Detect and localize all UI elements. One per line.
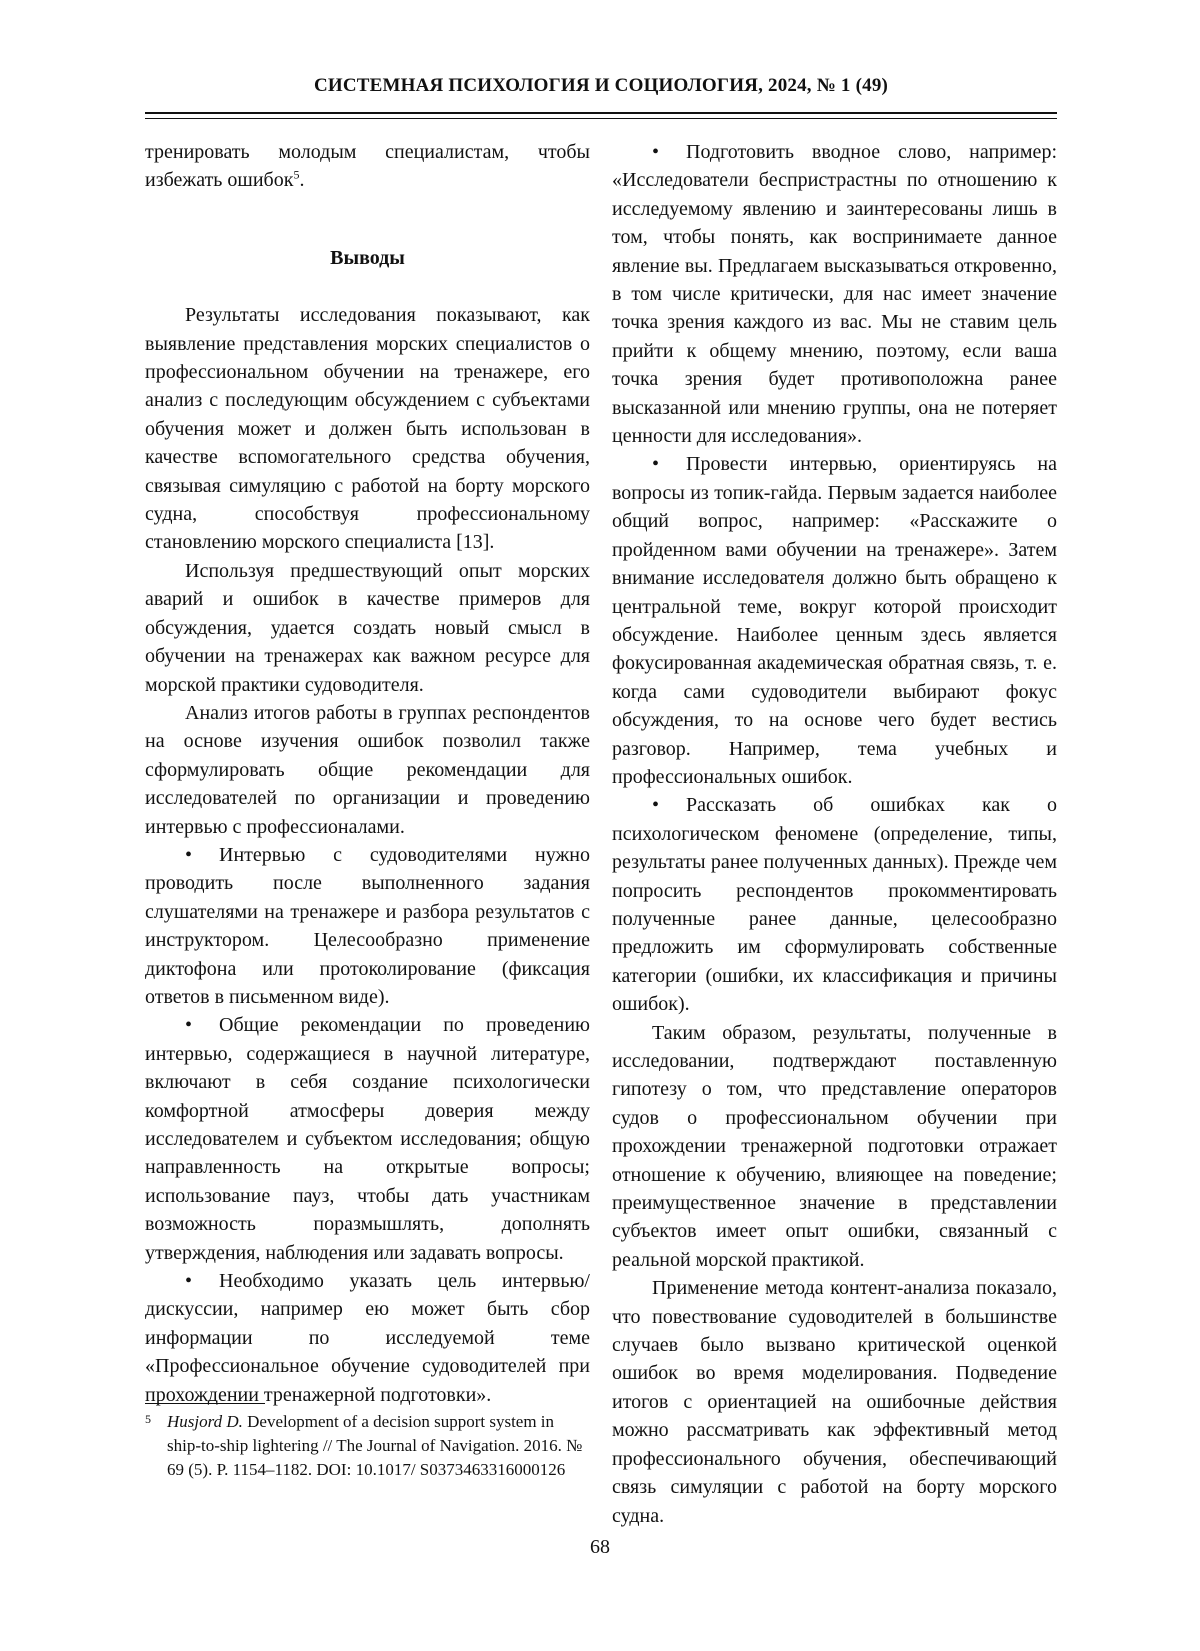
conclusion-paragraph: Результаты исследования показывают, как выявление представления морских специалистов о профессиональном обучении на тренажере, его анализ с последующим обсуждением с субъектами обучения может и должен быть использован в качестве вспомогательного средства обучения, связывая симуляцию с работой на борту морского судна, способствуя профессиональному становлению морского специалиста [13].: [145, 304, 590, 554]
conclusion-paragraph: Используя предшествующий опыт морских аварий и ошибок в качестве примеров для обсуждения, удается создать новый смысл в обучении на тренажерах как важном ресурсе для морской практики судоводителя.: [145, 559, 590, 696]
right-column: [612, 138, 1057, 1530]
recommendation-bullet: • Подготовить вводное слово, например: «Исследователи беспристрастны по отношению к исследуемому явлению и заинтересованы лишь в том, чтобы понять, как воспринимаете данное явление вы. Предлагаем высказываться откровенно, в том числе критически, для нас имеет значение точка зрения каждого из вас. Мы не ставим цель прийти к общему мнению, поэтому, если ваша точка зрения будет противоположна ранее высказанной или мнению группы, она не потеряет ценности для исследования».: [612, 138, 1057, 450]
bullet-mark: •: [185, 843, 193, 866]
continuation-paragraph: тренировать молодым специалистам, чтобы избежать ошибок$^5$.: [145, 141, 590, 192]
recommendation-bullet: • Интервью с судоводителями нужно проводить после выполненного задания слушателями на тренажере и разбора результатов с инструктором. Целесообразно применение диктофона или протоколирование (фиксация ответов в письменном виде).: [145, 841, 590, 1011]
running-header: СИСТЕМНАЯ ПСИХОЛОГИЯ И СОЦИОЛОГИЯ, 2024, № 1 (49): [313, 75, 889, 96]
page-number: 68: [590, 1536, 610, 1558]
bullet-mark: •: [652, 453, 660, 476]
footnote-text: Husjord D. Development of a decision support system in ship-to-ship lightering // The Journal of Navigation. 2016. № 69 (5). P. 1154–1182. DOI: 10.1017/ S0373463316000126: [167, 1412, 583, 1479]
conclusion-paragraph: Применение метода контент-анализа показало, что повествование судоводителей в большинстве случаев было вызвано критической оценкой ошибок во время моделирования. Подведение итогов с ориентацией на ошибочные действия можно рассматривать как эффективный метод профессионального обучения, обеспечивающий связь симуляции с работой на борту морского судна.: [612, 1277, 1057, 1527]
bullet-mark: •: [652, 141, 660, 163]
footnote-ref[interactable]: 5: [293, 167, 300, 182]
recommendation-bullet: • Рассказать об ошибках как о психологическом феномене (определение, типы, результаты ранее полученных данных). Прежде чем попросить респондентов прокомментировать полученные ранее данные, целесообразно предложить им сформулировать собственные категории (ошибки, их классификация и причины ошибок).: [612, 791, 1057, 1018]
footnote: [145, 1410, 590, 1482]
bullet-mark: •: [185, 1014, 193, 1037]
conclusion-paragraph: Таким образом, результаты, полученные в исследовании, подтверждают поставленную гипотезу о том, что представление операторов судов о профессиональном обучении при прохождении тренажерной подготовки отражает отношение к обучению, влияющее на поведение; преимущественное значение в представлении субъектов имеет опыт ошибки, связанный с реальной морской практикой.: [612, 1021, 1057, 1271]
recommendation-bullet: • Провести интервью, ориентируясь на вопросы из топик-гайда. Первым задается наиболее общий вопрос, например: «Расскажите о пройденном вами обучении на тренажере». Затем внимание исследователя должно быть обращено к центральной теме, вокруг которой происходит обсуждение. Наиболее ценным здесь является фокусированная академическая обратная связь, т. е. когда сами судоводители выбирают фокус обсуждения, то на основе чего будет вестись разговор. Например, тема учебных и профессиональных ошибок.: [612, 450, 1057, 791]
recommendation-bullet: • Общие рекомендации по проведению интервью, содержащиеся в научной литературе, включают в себя создание психологически комфортной атмосферы доверия между исследователем и субъектом исследования; общую направленность на открытые вопросы; использование пауз, чтобы дать участникам возможность поразмышлять, дополнять утверждения, наблюдения или задавать вопросы.: [145, 1011, 590, 1267]
recommendation-bullet: • Необходимо указать цель интервью/ дискуссии, например ею может быть сбор информации по исследуемой теме «Профессиональное обучение судоводителей при прохождении тренажерной подготовки».: [145, 1267, 590, 1409]
bullet-mark: •: [185, 1270, 193, 1293]
footnote-rule: [145, 1403, 265, 1404]
header-rule-thick: [145, 112, 1057, 114]
footnote-author: Husjord D.: [167, 1412, 243, 1431]
left-column: [145, 138, 590, 1409]
conclusion-paragraph: Анализ итогов работы в группах респондентов на основе изучения ошибок позволил также сформулировать общие рекомендации для исследователей по организации и проведению интервью с профессионалами.: [145, 701, 590, 838]
section-heading-conclusions: Выводы: [330, 246, 405, 269]
header-rule-thin: [145, 118, 1057, 119]
bullet-mark: •: [652, 794, 660, 817]
footnote-number: 5: [145, 1412, 151, 1426]
